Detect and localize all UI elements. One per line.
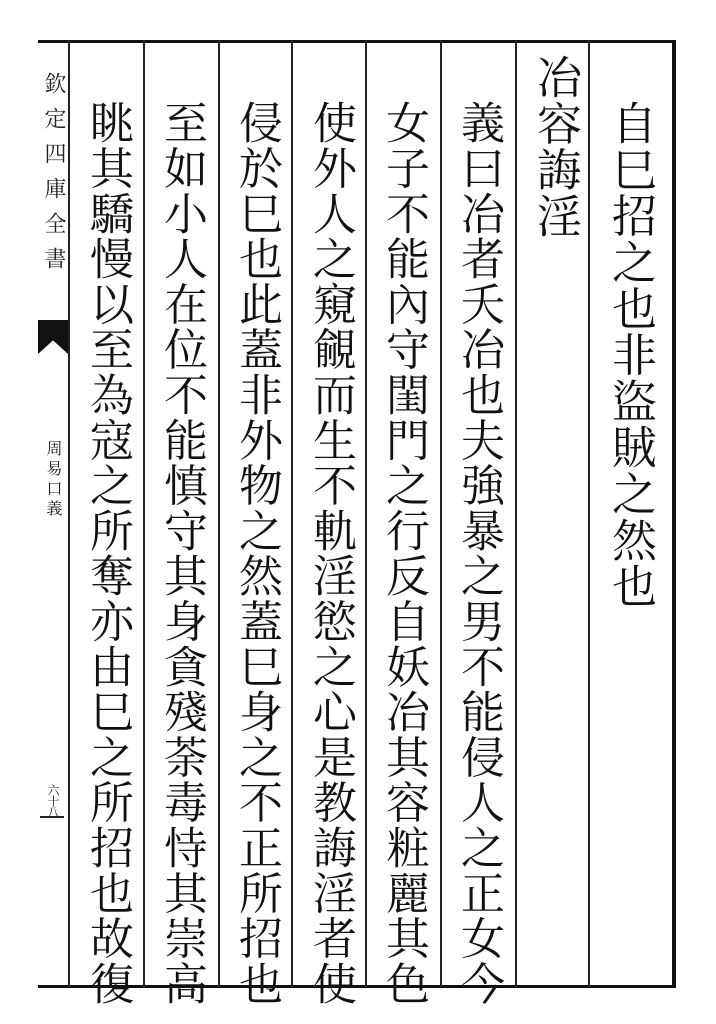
column-rule [588,40,590,988]
text-column-5: 使外人之窺覦而生不軌淫慾之心是教誨淫者使 [305,100,356,1006]
text-column-1: 自巳招之也非盜賊之然也 [604,100,657,610]
column-rule [291,40,293,988]
text-column-2: 冶容誨淫 [529,54,582,240]
page-number: 六十八 [46,784,60,817]
page-number-rule [40,816,64,818]
column-rule [440,40,442,988]
column-rule [68,40,70,988]
volume-title: 周易口義 [44,440,63,520]
column-rule [365,40,367,988]
text-column-7: 至如小人在位不能慎守其身貪殘荼毒恃其崇高 [156,100,207,1006]
column-rule [143,40,145,988]
text-column-6: 侵於巳也此蓋非外物之然蓋巳身之不正所招也 [231,100,282,1006]
text-column-3: 義曰冶者夭冶也夫強暴之男不能侵人之正女今 [453,100,504,1006]
text-column-4: 女子不能內守閨門之行反自妖冶其容粧麗其色 [378,100,429,1006]
book-title: 欽定四庫全書 [41,72,66,282]
text-column-8: 眺其驕慢以至為寇之所奪亦由巳之所招也故復 [82,100,133,1006]
column-rule [218,40,220,988]
column-rule [515,40,517,988]
